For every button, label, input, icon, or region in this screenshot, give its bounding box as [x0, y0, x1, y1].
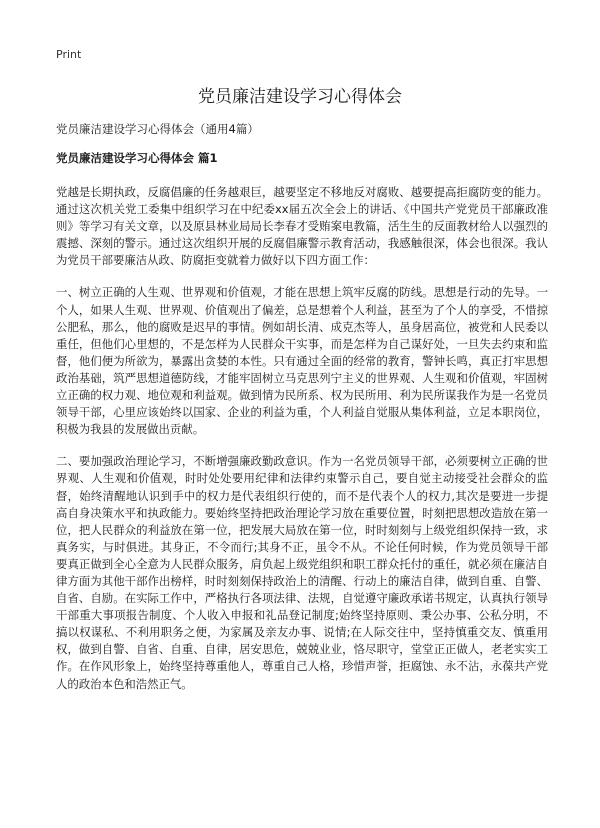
print-link[interactable]: Print: [56, 48, 82, 61]
paragraph-point-one: 一、树立正确的人生观、世界观和价值观，才能在思想上筑牢反腐的防线。思想是行动的先导。一个人，如果人生观、世界观、价值观出了偏差，总是想着个人利益，甚至为了个人的享受，不惜掠公肥私，那么，他的腐败是迟早的事情。例如胡长清、成克杰等人，虽身居高位，被党和人民委以重任，但他们心里想的，不是怎样为人民群众干实事，而是怎样为自己谋好处，一旦失去约束和监督，他们便为所欲为，暴露出贪婪的本性。只有通过全面的经常的教育，警钟长鸣，真正打牢思想政治基础，筑严思想道德防线，才能牢固树立马克思列宁主义的世界观、人生观和价值观，牢固树立正确的权力观、地位观和利益观。做到情为民所系、权为民所用、利为民所谋我作为是一名党员领导干部，心里应该始终以国家、企业的利益为重，个人利益自觉服从集体利益，立足本职岗位，积极为我县的发展做出贡献。: [56, 285, 548, 437]
section-heading: 党员廉洁建设学习心得体会 篇1: [56, 151, 218, 165]
paragraph-intro: 党越是长期执政，反腐倡廉的任务越艰巨，越要坚定不移地反对腐败、越要提高拒腐防变的能力。通过这次机关党工委集中组织学习在中纪委xx届五次全会上的讲话、《中国共产党党员干部廉政准则》等学习有关文章，以及原县林业局局长李春才受贿案电教篇，活生生的反面教材给人以强烈的震撼、深刻的警示。通过这次组织开展的反腐倡廉警示教育活动，我感触很深，体会也很深。我认为党员干部要廉洁从政、防腐拒变就着力做好以下四方面工作：: [56, 185, 548, 268]
paragraph-point-two: 二、要加强政治理论学习，不断增强廉政勤政意识。作为一名党员领导干部，必须要树立正确的世界观、人生观和价值观，时时处处要用纪律和法律约束警示自己，要自觉主动接受社会群众的监督，始终清醒地认识到手中的权力是代表组织行使的，而不是代表个人的权力,其次是要进一步提高自身决策水平和执政能力。要始终坚持把政治理论学习放在重要位置，时刻把思想改造放在第一位，把人民群众的利益放在第一位，把发展大局放在第一位，时时刻刻与上级党组织保持一致，求真务实，与时俱进。其身正，不令而行;其身不正，虽令不从。不论任何时候，作为党员领导干部要真正做到全心全意为人民群众服务，肩负起上级党组织和职工群众托付的重任，就必须在廉洁自律方面为其他干部作出榜样，时时刻刻保持政治上的清醒、行动上的廉洁自律，做到自重、自警、自省、自励。在实际工作中，严格执行各项法律、法规，自觉遵守廉政承诺书规定，认真执行领导干部重大事项报告制度、个人收入申报和礼品登记制度;始终坚持原则、秉公办事、公私分明，不搞以权谋私、不利用职务之便，为家属及亲友办事、说情;在人际交往中，坚持慎重交友、慎重用权，做到自警、自省、自重、自律，居安思危，兢兢业业，恪尽职守，堂堂正正做人，老老实实工作。在作风形象上，始终坚持尊重他人，尊重自己人格，珍惜声誉，拒腐蚀、永不沾，永葆共产党人的政治本色和浩然正气。: [56, 454, 548, 691]
document-body: [56, 184, 548, 708]
document-subtitle: 党员廉洁建设学习心得体会（通用4篇）: [56, 122, 259, 136]
document-title: 党员廉洁建设学习心得体会: [198, 87, 402, 107]
